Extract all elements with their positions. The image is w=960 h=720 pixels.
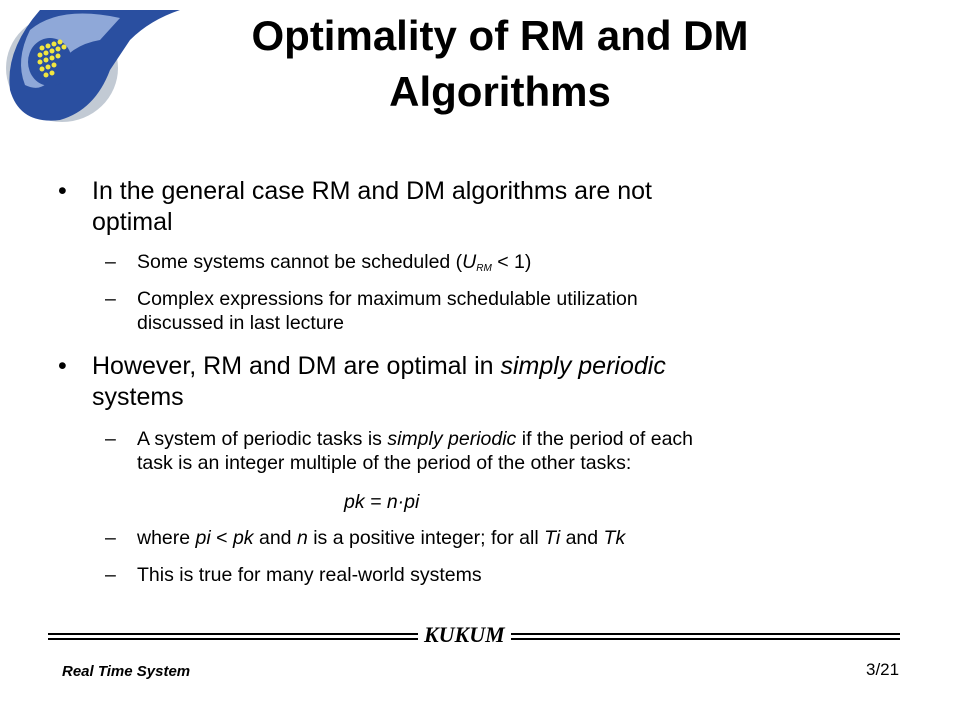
text-span: A system of periodic tasks is: [137, 428, 388, 450]
bullet-1-line-1: In the general case RM and DM algorithms are not: [92, 177, 652, 205]
bullet-marker: •: [58, 177, 67, 205]
dash-marker: –: [105, 527, 116, 549]
page-number: 3/21: [866, 660, 900, 679]
bullet-2-sub-3: [105, 563, 922, 587]
bullet-1-sub-1: [105, 250, 922, 281]
bullet-2-line-1: [92, 351, 922, 382]
title-line-1: Optimality of RM and DM: [251, 12, 749, 59]
emphasis: pk: [232, 527, 254, 549]
text-span: is a positive integer; for all: [307, 527, 545, 549]
formula: [344, 490, 644, 514]
text-span: and: [560, 527, 604, 549]
sub-2-line-2: discussed in last lecture: [137, 312, 345, 334]
emphasis: simply periodic: [500, 352, 666, 380]
bullet-1-line-2: optimal: [92, 208, 173, 236]
text-span: < 1): [491, 251, 532, 273]
text-span: Some systems cannot be scheduled (: [137, 251, 463, 273]
variable-u: U: [462, 251, 477, 273]
subscript-rm: RM: [476, 263, 492, 274]
dash-marker: –: [105, 251, 116, 273]
bullet-1-sub-2: [105, 287, 922, 335]
sub-1-line-2: task is an integer multiple of the period of the other tasks:: [137, 452, 632, 474]
sub-1-line-1: [137, 427, 922, 451]
bullet-2-sub-2: [105, 526, 922, 550]
emphasis: pi: [195, 527, 211, 549]
bullet-1: [58, 176, 922, 238]
text-span: and: [253, 527, 297, 549]
text-span: <: [210, 527, 233, 549]
dash-marker: –: [105, 564, 116, 586]
text-span: However, RM and DM are optimal in: [92, 352, 501, 380]
text-span: This is true for many real-world systems: [137, 564, 482, 586]
text-span: if the period of each: [516, 428, 694, 450]
title-line-2: Algorithms: [389, 68, 611, 115]
bullet-2-line-2: systems: [92, 383, 184, 411]
emphasis: simply periodic: [387, 428, 517, 450]
formula-text: pk = n·pi: [344, 491, 420, 513]
bullet-marker: •: [58, 352, 67, 380]
footer-course: Real Time System: [62, 663, 191, 680]
emphasis: Tk: [603, 527, 626, 549]
emphasis: Ti: [544, 527, 561, 549]
text-span: where: [137, 527, 196, 549]
sub-2-line-1: Complex expressions for maximum schedulable utilization: [137, 288, 638, 310]
emphasis: n: [296, 527, 308, 549]
dash-marker: –: [105, 288, 116, 310]
bullet-2: [58, 351, 922, 413]
bullet-2-sub-1: [105, 427, 922, 475]
dash-marker: –: [105, 428, 116, 450]
footer-brand: KUKUM: [418, 621, 511, 649]
